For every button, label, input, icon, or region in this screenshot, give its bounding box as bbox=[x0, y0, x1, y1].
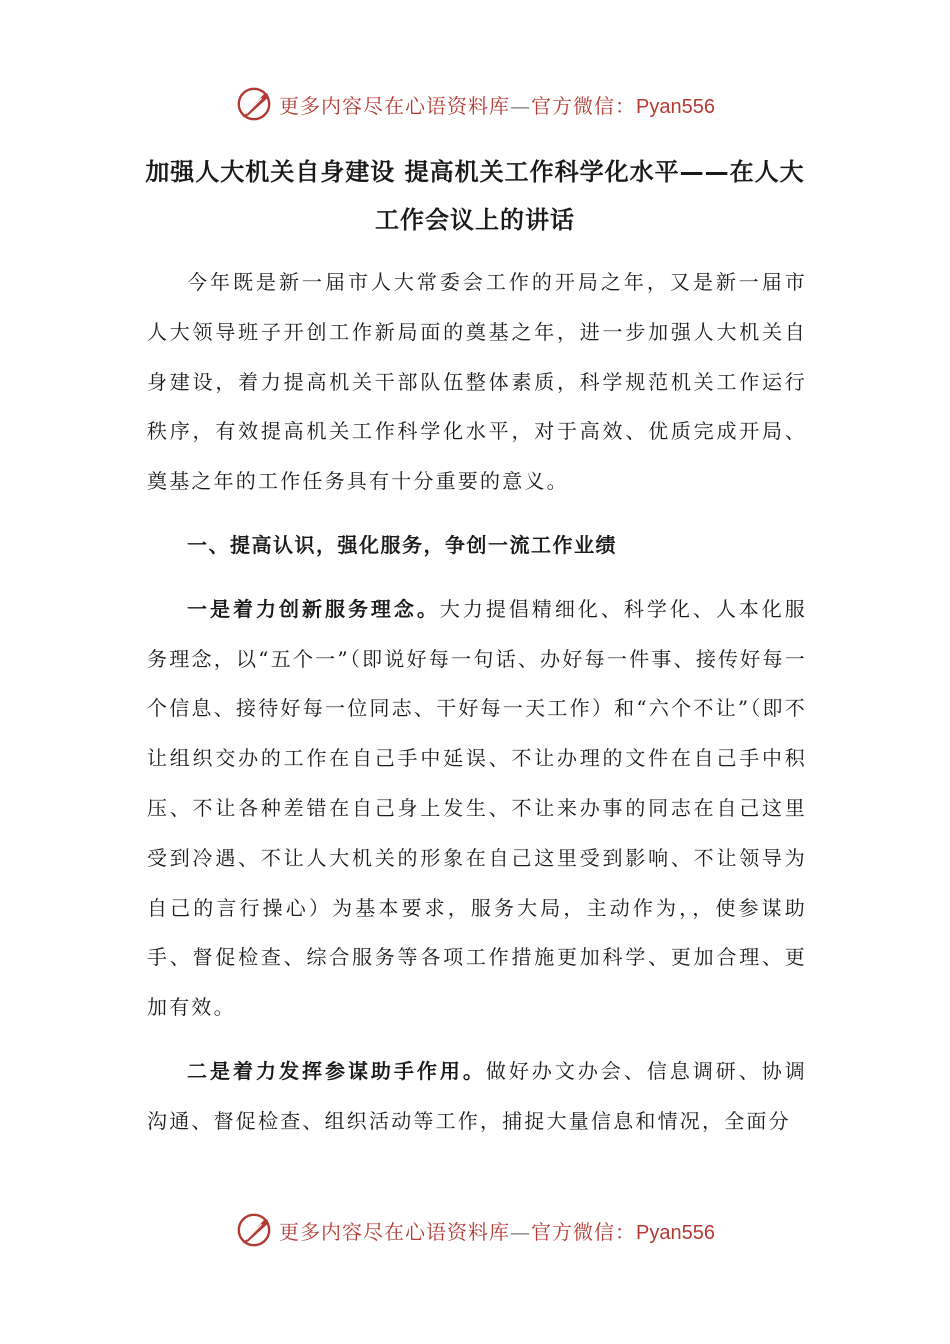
header-watermark bbox=[0, 82, 950, 126]
paragraph-point-one bbox=[147, 585, 807, 1033]
watermark-text bbox=[279, 1216, 715, 1245]
paragraph-point-two bbox=[147, 1047, 807, 1147]
watermark-text bbox=[279, 90, 715, 119]
watermark-wechat-id: Pyan556 bbox=[636, 95, 715, 118]
watermark-label: 官方微信： bbox=[531, 93, 637, 118]
watermark-site: 更多内容尽在心语资料库 bbox=[279, 93, 511, 118]
watermark-label: 官方微信： bbox=[531, 1219, 637, 1244]
quill-logo-icon bbox=[235, 1211, 273, 1249]
watermark-dash: — bbox=[510, 1219, 532, 1244]
intro-paragraph: 今年既是新一届市人大常委会工作的开局之年，又是新一届市人大领导班子开创工作新局面的奠基之年，进一步加强人大机关自身建设，着力提高机关干部队伍整体素质，科学规范机关工作运行秩序，有效提高机关工作科学化水平，对于高效、优质完成开局、奠基之年的工作任务具有十分重要的意义。 bbox=[147, 270, 807, 494]
watermark-wechat-id: Pyan556 bbox=[636, 1221, 715, 1244]
watermark-site: 更多内容尽在心语资料库 bbox=[279, 1219, 511, 1244]
document-body bbox=[147, 258, 807, 1161]
point-one-body: 大力提倡精细化、科学化、人本化服务理念，以“五个一”（即说好每一句话、办好每一件事、接传好每一个信息、接待好每一位同志、干好每一天工作）和“六个不让”（即不让组织交办的工作在自己手中延误、不让办理的文件在自己手中积压、不让各种差错在自己身上发生、不让来办事的同志在自己这里受到冷遇、不让人大机关的形象在自己这里受到影响、不让领导为自己的言行操心）为基本要求，服务大局，主动作为，，使参谋助手、督促检查、综合服务等各项工作措施更加科学、更加合理、更加有效。 bbox=[147, 596, 808, 1020]
section-heading: 一、提高认识，强化服务，争创一流工作业绩 bbox=[187, 532, 617, 557]
document-title: 加强人大机关自身建设 提高机关工作科学化水平——在人大工作会议上的讲话 bbox=[145, 158, 805, 234]
footer-watermark bbox=[0, 1208, 950, 1252]
quill-logo-icon bbox=[235, 85, 273, 123]
point-two-body: 做好办文办会、信息调研、协调沟通、督促检查、组织活动等工作，捕捉大量信息和情况，全面分 bbox=[147, 1058, 807, 1133]
watermark-dash: — bbox=[510, 93, 532, 118]
point-two-lead: 二是着力发挥参谋助手作用。 bbox=[187, 1058, 486, 1083]
point-one-lead: 一是着力创新服务理念。 bbox=[187, 596, 440, 621]
